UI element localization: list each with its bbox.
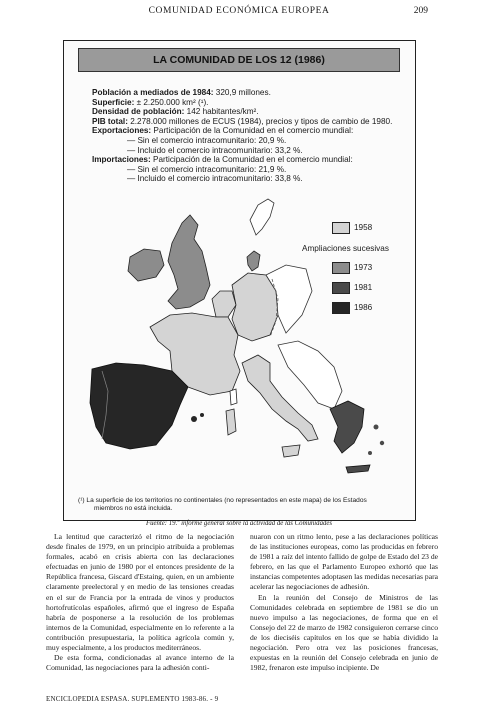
legend-label-1958: 1958 xyxy=(354,223,373,232)
balkans-outline xyxy=(278,341,342,409)
density-line xyxy=(92,107,402,117)
greece-region xyxy=(330,401,364,453)
page-number: 209 xyxy=(413,6,428,16)
population-line xyxy=(92,88,402,98)
exports-sub-2: — Incluido el comercio intracomunitario: 33,2 %. xyxy=(127,145,303,155)
scandinavia-outline xyxy=(250,199,274,235)
page-footer: ENCICLOPEDIA ESPASA. SUPLEMENTO 1983-86. - 9 xyxy=(46,695,219,703)
ireland-region xyxy=(128,249,164,281)
imports-line xyxy=(92,155,402,165)
legend-label-1973: 1973 xyxy=(354,263,373,272)
population-label: Población a mediados de 1984: xyxy=(92,88,214,97)
exports-label: Exportaciones: xyxy=(92,126,152,136)
footnote-line-2: miembros no está incluida. xyxy=(94,505,173,512)
text-column-1 xyxy=(46,532,234,673)
imports-value: Participación de la Comunidad en el comercio mundial: xyxy=(150,155,353,165)
corsica-region xyxy=(230,389,237,405)
legend-label-1986: 1986 xyxy=(354,303,373,312)
paragraph: De esta forma, condicionadas al avance interno de la Comunidad, las negociaciones para la adhesión conti- xyxy=(46,653,234,673)
text-column-2 xyxy=(250,532,438,673)
paragraph: En la reunión del Consejo de Ministros de las Comunidades celebrada en septiembre de 1981 se dio un nuevo impulso a las negociaciones, de forma que en el Consejo del 22 de marzo de 1982 consiguieron cerrarse cinco de los dieciséis capítulos en los que se había dividido la negociación. Pero otra vez las posiciones francesas, expuestas en la reunión del Consejo celebrada en junio de 1982, frenaron este impulso incipiente. De xyxy=(250,592,438,673)
exports-value: Participación de la Comunidad en el comercio mundial: xyxy=(151,126,354,136)
pib-line xyxy=(92,117,402,127)
great-britain-region xyxy=(168,215,210,309)
pib-label: PIB total: xyxy=(92,116,128,126)
legend-swatch-1981 xyxy=(332,282,350,294)
surface-line xyxy=(92,98,402,108)
denmark-region xyxy=(247,251,260,271)
europe-map xyxy=(72,195,412,495)
figure-banner xyxy=(78,48,400,72)
exports-line xyxy=(92,126,402,136)
aegean-island xyxy=(374,425,379,430)
surface-value: ± 2.250.000 km² (¹). xyxy=(134,97,209,107)
benelux-region xyxy=(212,291,236,317)
legend-swatch-1973 xyxy=(332,262,350,274)
legend-swatch-1986 xyxy=(332,302,350,314)
balearic-island xyxy=(200,413,204,417)
footnote-line-1: (¹) La superficie de los territorios no continentales (no representados en este mapa) de los Estados xyxy=(78,497,367,504)
legend-title: Ampliaciones sucesivas xyxy=(302,244,389,253)
sicily-region xyxy=(282,445,300,457)
legend-label-1981: 1981 xyxy=(354,283,373,292)
imports-label: Importaciones: xyxy=(92,155,151,165)
aegean-island xyxy=(380,441,384,445)
figure-title: LA COMUNIDAD DE LOS 12 (1986) xyxy=(153,54,325,66)
exports-sub-1: — Sin el comercio intracomunitario: 20,9 %. xyxy=(127,135,287,145)
surface-label: Superficie: xyxy=(92,97,135,107)
iberia-region xyxy=(90,363,188,449)
imports-sub-1: — Sin el comercio intracomunitario: 21,9 %. xyxy=(127,164,287,174)
page-header xyxy=(0,6,478,22)
paragraph: nuaron con un ritmo lento, pese a las declaraciones políticas de las instituciones europeas, como las producidas en febrero de 1981 a raíz del intento fallido de golpe de Estado del 23 de febrero, en las que el Parlamento Europeo exhortó que las instancias competentes adoptasen las medidas necesarias para acelerar las negociaciones de adhesión. xyxy=(250,532,438,592)
map-footnote xyxy=(78,497,378,513)
figure-caption: Fuente: 19.º informe general sobre la actividad de las Comunidades xyxy=(145,520,333,527)
balearic-island xyxy=(191,416,197,422)
population-value: 320,9 millones. xyxy=(213,88,271,97)
sardinia-region xyxy=(226,409,236,435)
legend-swatch-1958 xyxy=(332,222,350,234)
density-label: Densidad de población: xyxy=(92,107,185,117)
pib-value: 2.278.000 millones de ECUS (1984), precios y tipos de cambio de 1980. xyxy=(127,116,393,126)
imports-sub-2: — Incluido el comercio intracomunitario: 33,8 %. xyxy=(127,174,303,184)
statistics-block xyxy=(92,88,402,184)
crete-region xyxy=(346,465,370,473)
density-value: 142 habitantes/km². xyxy=(184,107,259,117)
running-title: COMUNIDAD ECONÓMICA EUROPEA xyxy=(148,6,330,16)
aegean-island xyxy=(368,451,372,455)
paragraph: La lentitud que caracterizó el ritmo de la negociación desde finales de 1979, en un principio atribuida a problemas formales, acabó en crisis abierta con las declaraciones efectuadas en junio de 1980 por el entonces presidente de la República francesa, Giscard d'Estaing, quien, en un ambiente claramente preelectoral y en medio de las tensiones creadas en el sur de Francia por la entrada de vinos y productos hortofrutícolas españoles, afirmó que el ingreso de España habría de posponerse a la resolución de los problemas internos de la Comunidad, especialmente en lo referente a la contribución presupuestaria, la política agrícola común y, muy especialmente, a los productos mediterráneos. xyxy=(46,532,234,653)
